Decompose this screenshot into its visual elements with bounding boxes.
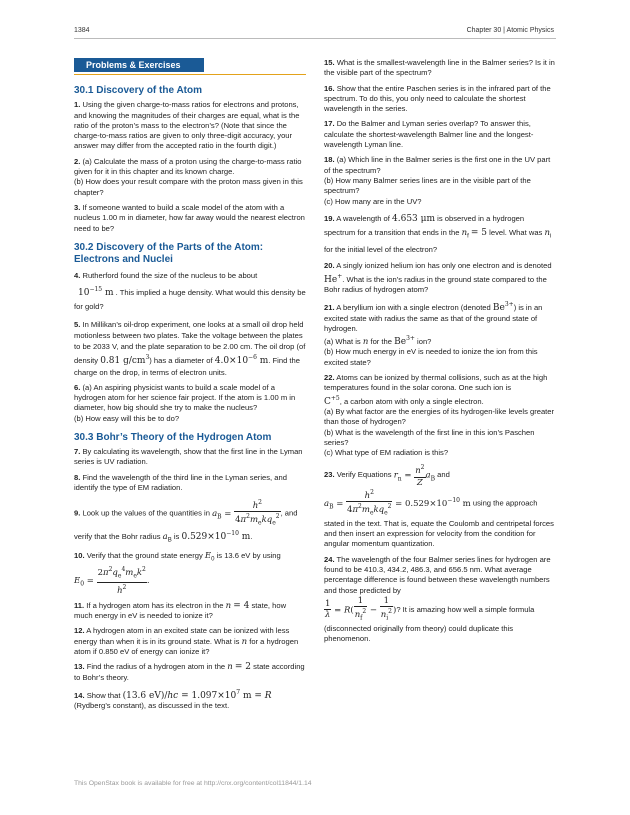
problem-5: 5. In Millikan’s oil-drop experiment, one looks at a small oil drop held motionless between two plates. Take the voltage between the plates to be 2033 V, and the plate separation to be 2.00 cm. The oil drop (of density 0.81 $g/cm^3$) has a diameter of $4.0\times 10^{-6}$ m. Find the charge on the drop, in terms of electron units. — [74, 319, 306, 377]
problem-6: 6. (a) An aspiring physicist wants to build a scale model of a hydrogen atom for her science fair project. If the atom is 1.00 m in diameter, how big should she try to make the nucleus? (b) How easy will this be to do? — [74, 382, 296, 423]
problem-19: 19. A wavelength of 4.653 μm is observed in a hydrogen spectrum for a transition that ends in the $n_f = 5$ level. What was $n_i$ for the initial level of the electron? — [324, 213, 552, 255]
problem-22: 22. Atoms can be ionized by thermal collisions, such as at the high temperatures found in the solar corona. One such ion is $C^{+5}$, a carbon atom with only a single electron. (a) By what factor are the energies of its hydrogen-like levels greater than those of hydrogen? (b) What is the wavelength of the first line in this ion’s Paschen series? (c) What type of EM radiation is this? — [324, 373, 555, 458]
problem-23: 23. Verify Equations $r_n$ = $\frac{n^2}{Z}$ $a_B$ and $a_B$ = $\frac{h^2}{4\pi^2m_ekq_e^2}$ = $0.529\times 10^{-10}$ m using the approach stated in the text. That is, equate the Coulomb and centripetal forces and then insert an expression for velocity from the condition for angular momentum quantization. — [324, 464, 554, 549]
header-rule — [74, 38, 556, 39]
problem-17: 17. Do the Balmer and Lyman series overlap? To answer this, calculate the shortest-wavelength Balmer line and the longest-wavelength Lyman line. — [324, 119, 534, 150]
problem-15: 15. What is the smallest-wavelength line in the Balmer series? Is it in the visible part of the spectrum? — [324, 58, 555, 78]
problem-14: 14. Show that (13.6 $eV)/hc = 1.097\times 10^7$ m = R (Rydberg’s constant), as discussed in the text. — [74, 688, 272, 711]
problem-4: 4. Rutherford found the size of the nucleus to be about $10^{-15}$ m . This implied a huge density. What would this density be for gold? — [74, 270, 306, 311]
section-heading-30-3: 30.3 Bohr’s Theory of the Hydrogen Atom — [74, 432, 272, 444]
problem-11: 11. If a hydrogen atom has its electron in the n = 4 state, how much energy in eV is needed to ionize it? — [74, 600, 287, 621]
problem-12: 12. A hydrogen atom in an excited state can be ionized with less energy than when it is in its ground state. What is n for a hydrogen atom if 0.850 eV of energy can ionize it? — [74, 626, 299, 656]
problem-8: 8. Find the wavelength of the third line in the Lyman series, and identify the type of EM radiation. — [74, 472, 287, 492]
problem-10: 10. Verify that the ground state energy $E_0$ is 13.6 eV by using $E_0$ = $\frac{2\pi^2q_e^4m_ek^2}{h^2}$ . — [74, 550, 281, 596]
problem-9: 9. Look up the values of the quantities in $a_B$ = $\frac{h^2}{4\pi^2m_ekq_e^2}$ , and verify that the Bohr radius $a_B$ is $0.529\times 10^{-10}$ m. — [74, 499, 298, 544]
banner-rule — [74, 74, 306, 75]
problem-1: 1. Using the given charge-to-mass ratios for electrons and protons, and knowing the magnitudes of their charges are equal, what is the ratio of the proton’s mass to the electron’s? (Note that since the charge-to-mass ratios are given to only three-digit accuracy, your answer may differ from the accepted ratio in the fourth digit.) — [74, 100, 300, 151]
problem-16: 16. Show that the entire Paschen series is in the infrared part of the spectrum. To do this, you only need to calculate the shortest wavelength in the series. — [324, 83, 551, 114]
page-number: 1384 — [74, 27, 90, 34]
left-column — [74, 58, 306, 716]
problem-21: 21. A beryllium ion with a single electron (denoted $Be^{3+}$) is in an excited state with radius the same as that of the ground state of hydrogen. (a) What is n for the $Be^{3+}$ ion? (b) How much energy in eV is needed to ionize the ion from this excited state? — [324, 301, 543, 367]
section-banner: Problems & Exercises — [74, 58, 204, 72]
section-heading-30-2: 30.2 Discovery of the Parts of the Atom: Electrons and Nuclei — [74, 241, 264, 265]
page-footer: This OpenStax book is available for free at http://cnx.org/content/col11844/1.14 — [74, 780, 312, 787]
right-column — [324, 58, 556, 650]
problem-20: 20. A singly ionized helium ion has only one electron and is denoted He+. What is the ion’s radius in the ground state compared to the Bohr radius of hydrogen atom? — [324, 261, 552, 294]
problem-13: 13. Find the radius of a hydrogen atom in the n = 2 state according to Bohr’s theory. — [74, 662, 305, 682]
problem-3: 3. If someone wanted to build a scale model of the atom with a nucleus 1.00 m in diameter, how far away would the nearest electron need to be? — [74, 202, 305, 233]
chapter-title: Chapter 30 | Atomic Physics — [466, 27, 554, 34]
section-heading-30-1: 30.1 Discovery of the Atom — [74, 85, 203, 97]
problem-24: 24. The wavelength of the four Balmer series lines for hydrogen are found to be 410.3, 434.2, 486.3, and 656.5 nm. What average percentage difference is found between these wavelength numbers and those predicted by $\frac{1}{\lambda}$ = R( $\frac{1}{n_f^2}$ − $\frac{1}{n_i^2}$ )? It is amazing how well a simple formula (disconnected originally from theory) could duplicate this phenomenon. — [324, 554, 551, 644]
problem-18: 18. (a) Which line in the Balmer series is the first one in the UV part of the spectrum? (b) How many Balmer series lines are in the visible part of the spectrum? (c) How many are in the UV? — [324, 155, 551, 206]
problem-7: 7. By calculating its wavelength, show that the first line in the Lyman series is UV radiation. — [74, 447, 303, 467]
problem-2: 2. (a) Calculate the mass of a proton using the charge-to-mass ratio given for it in this chapter and its known charge. (b) How does your result compare with the proton mass given in this chapter? — [74, 156, 303, 197]
